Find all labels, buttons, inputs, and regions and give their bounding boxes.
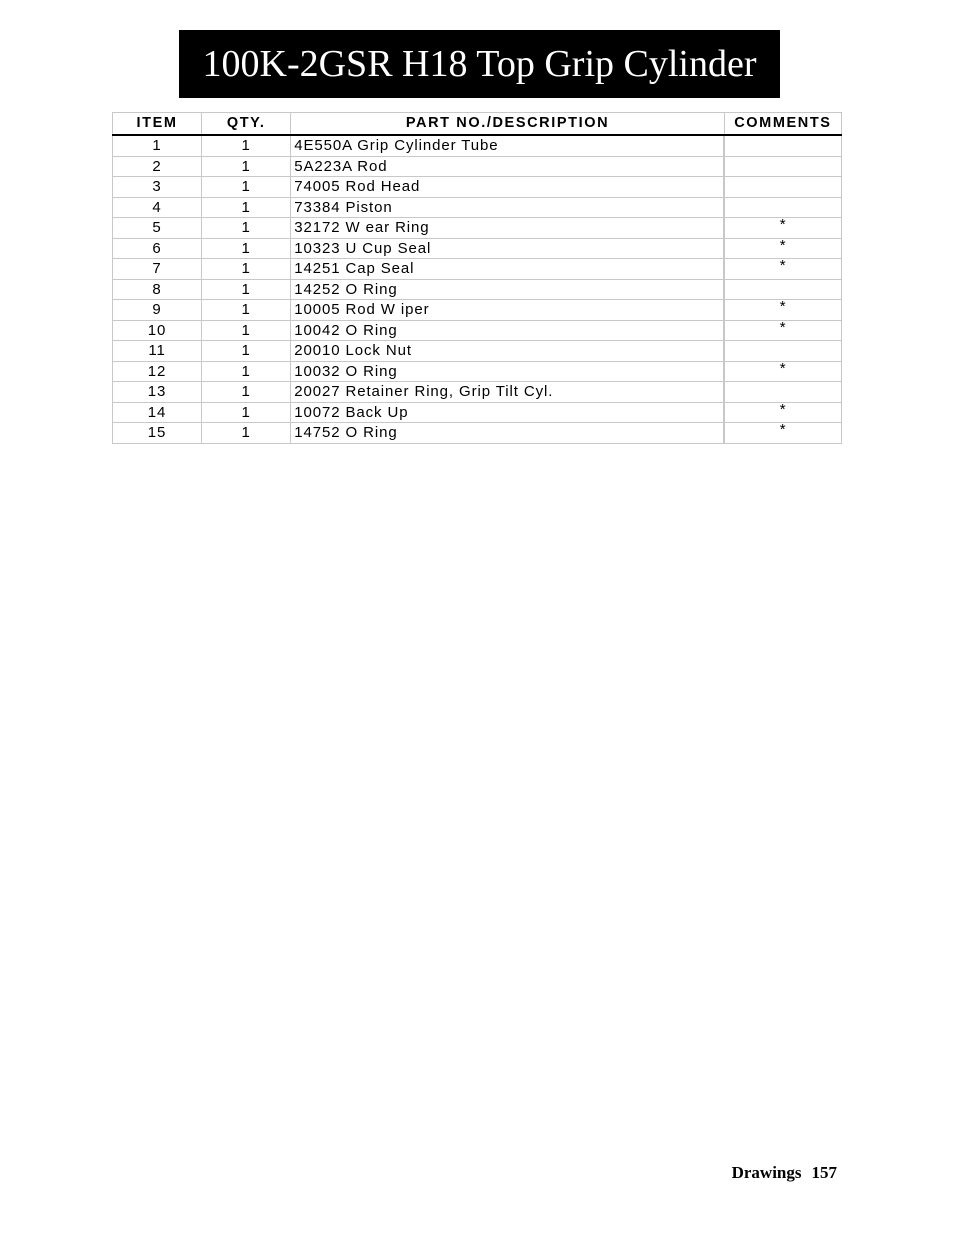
cell-qty: 1: [202, 423, 291, 444]
cell-comments: *: [724, 423, 841, 444]
cell-qty: 1: [202, 341, 291, 362]
cell-qty: 1: [202, 320, 291, 341]
table-row: [113, 177, 842, 198]
cell-item: 6: [113, 238, 202, 259]
cell-qty: 1: [202, 177, 291, 198]
cell-item: 8: [113, 279, 202, 300]
cell-comments: *: [724, 320, 841, 341]
cell-description: 32172 W ear Ring: [291, 218, 725, 239]
cell-comments: [724, 197, 841, 218]
cell-qty: 1: [202, 135, 291, 156]
header-comments: COMMENTS: [724, 113, 841, 136]
cell-comments: *: [724, 259, 841, 280]
cell-item: 1: [113, 135, 202, 156]
table-row: [113, 382, 842, 403]
table-row: [113, 259, 842, 280]
header-item: ITEM: [113, 113, 202, 136]
cell-description: 14252 O Ring: [291, 279, 725, 300]
cell-item: 14: [113, 402, 202, 423]
cell-item: 7: [113, 259, 202, 280]
cell-comments: *: [724, 218, 841, 239]
cell-qty: 1: [202, 156, 291, 177]
cell-comments: *: [724, 238, 841, 259]
cell-qty: 1: [202, 218, 291, 239]
table-row: [113, 361, 842, 382]
cell-description: 10323 U Cup Seal: [291, 238, 725, 259]
cell-item: 11: [113, 341, 202, 362]
title-banner: [179, 30, 780, 98]
cell-item: 3: [113, 177, 202, 198]
cell-description: 73384 Piston: [291, 197, 725, 218]
cell-description: 74005 Rod Head: [291, 177, 725, 198]
cell-description: 20010 Lock Nut: [291, 341, 725, 362]
cell-item: 12: [113, 361, 202, 382]
table-row: [113, 218, 842, 239]
cell-qty: 1: [202, 382, 291, 403]
cell-description: 14752 O Ring: [291, 423, 725, 444]
page-number: 157: [811, 1163, 837, 1182]
cell-comments: [724, 177, 841, 198]
cell-description: 4E550A Grip Cylinder Tube: [291, 135, 725, 156]
cell-qty: 1: [202, 259, 291, 280]
cell-comments: [724, 135, 841, 156]
table-row: [113, 197, 842, 218]
cell-description: 10042 O Ring: [291, 320, 725, 341]
cell-item: 2: [113, 156, 202, 177]
table-row: [113, 341, 842, 362]
cell-item: 5: [113, 218, 202, 239]
cell-description: 20027 Retainer Ring, Grip Tilt Cyl.: [291, 382, 725, 403]
cell-comments: *: [724, 402, 841, 423]
cell-description: 5A223A Rod: [291, 156, 725, 177]
cell-description: 10032 O Ring: [291, 361, 725, 382]
table-row: [113, 402, 842, 423]
cell-comments: [724, 382, 841, 403]
header-description: PART NO./DESCRIPTION: [291, 113, 725, 136]
table-row: [113, 135, 842, 156]
cell-item: 9: [113, 300, 202, 321]
table-row: [113, 238, 842, 259]
table-row: [113, 320, 842, 341]
cell-comments: [724, 279, 841, 300]
cell-qty: 1: [202, 300, 291, 321]
footer-section-label: Drawings: [731, 1163, 802, 1182]
cell-qty: 1: [202, 238, 291, 259]
cell-comments: [724, 341, 841, 362]
table-row: [113, 156, 842, 177]
cell-comments: [724, 156, 841, 177]
cell-qty: 1: [202, 402, 291, 423]
cell-item: 4: [113, 197, 202, 218]
cell-qty: 1: [202, 279, 291, 300]
table-row: [113, 423, 842, 444]
header-qty: QTY.: [202, 113, 291, 136]
page-title: 100K-2GSR H18 Top Grip Cylinder: [202, 43, 757, 85]
cell-item: 10: [113, 320, 202, 341]
cell-description: 14251 Cap Seal: [291, 259, 725, 280]
table-row: [113, 279, 842, 300]
cell-description: 10072 Back Up: [291, 402, 725, 423]
cell-qty: 1: [202, 197, 291, 218]
cell-item: 13: [113, 382, 202, 403]
cell-item: 15: [113, 423, 202, 444]
page-footer: [732, 1163, 837, 1183]
parts-table: [112, 112, 842, 444]
table-row: [113, 300, 842, 321]
cell-comments: *: [724, 300, 841, 321]
table-header-row: [113, 113, 842, 136]
cell-description: 10005 Rod W iper: [291, 300, 725, 321]
cell-comments: *: [724, 361, 841, 382]
cell-qty: 1: [202, 361, 291, 382]
